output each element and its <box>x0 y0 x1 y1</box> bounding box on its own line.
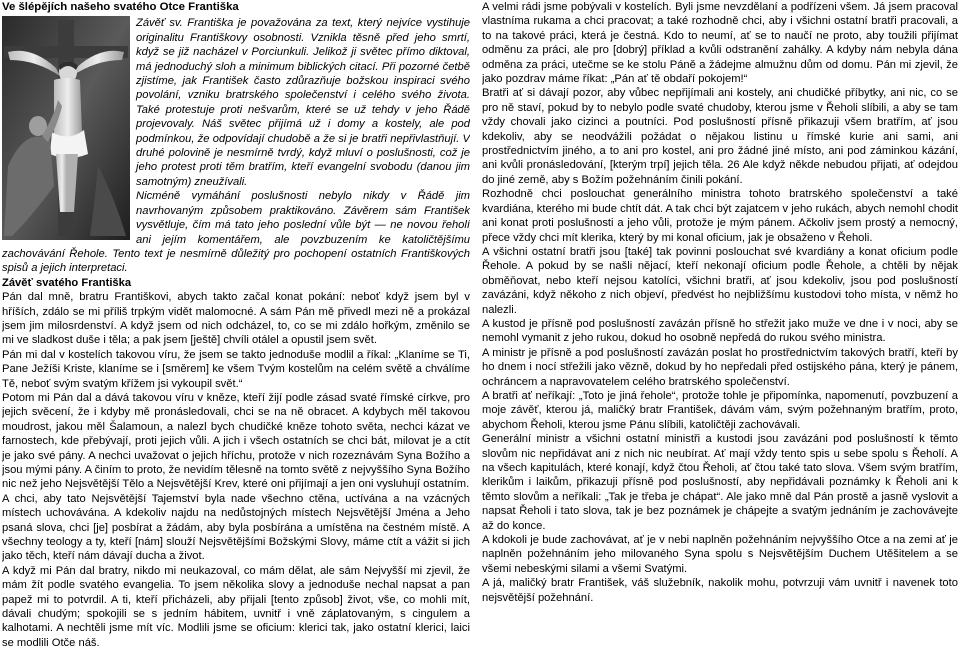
paragraph: A když mi Pán dal bratry, nikdo mi neukazoval, co mám dělat, ale sám Nejvyšší mi zjevil, že mám žít podle svatého evangelia. To jsem několika slovy a jednoduše nechal napsat a pan papež mi to potvrdil. A ti, kteří přicházeli, aby přijali [tento způsob] život, vše, co mohli mít, dávali chudým; spokojili se s jedním hábitem, uvnitř i vně záplatovaným, s cingulem a kalhotami. A nechtěli jsme mít víc. Modlili jsme se oficium: klerici tak, jako ostatní klerici, laici se modlili Otče náš. <box>2 564 470 649</box>
paragraph: A kdokoli je bude zachovávat, ať je v nebi naplněn požehnáním nejvyššího Otce a na zemi ať je naplněn požehnáním jeho milovaného Syna spolu s Nejsvětějším Duchem Utěšitelem a se všemi nebeskými silami a všemi Svatými. <box>482 534 958 575</box>
paragraph: Pán mi dal v kostelích takovou víru, že jsem se takto jednoduše modlil a říkal: „Klaníme se Ti, Pane Ježíši Kriste, klaníme se i [směrem] ke všem Tvým kostelům na celém světě a chválíme Tě, neboť svým svatým křížem jsi vykoupil svět.“ <box>2 348 470 390</box>
paragraph: A já, maličký bratr František, váš služebník, nakolik mohu, potvrzuji vám uvnitř i navenek toto nejsvětější požehnání. <box>482 577 958 604</box>
paragraph: A kustod je přísně pod poslušností zavázán přísně ho střežit jako muže ve dne i v noci, aby se nemohl vymanit z jeho rukou, dokud ho osobně nepředá do rukou svého ministra. <box>482 317 958 345</box>
paragraph: A chci, aby tato Nejsvětější Tajemství byla nade všechno ctěna, uctívána a na vzácných místech uchovávána. A kdekoliv najdu na nedůstojných místech Nejsvětější Jména a Jeho psaná slova, chci [je] posbírat a žádám, aby byla posbírána a umístěna na čestném místě. A všechny teology a ty, kteří [nám] slouží Nejsvětějšími Božskými Slovy, máme ctít a vážit si jich jako těch, kteří nám dávají ducha a život. <box>2 492 470 563</box>
left-column <box>2 0 470 658</box>
page-title: Ve šlépějích našeho svatého Otce Františka <box>2 1 239 13</box>
paragraph: A bratři ať neříkají: „Toto je jiná řehole“, protože tohle je připomínka, napomenutí, povzbuzení a moje závěť, kterou já, maličký bratr František, dávám vám, svým požehnaným bratřím, proto, abychom Řeholi, kterou jsme Pánu slíbili, katoličtěji zachovávali. <box>482 389 958 431</box>
paragraph: A velmi rádi jsme pobývali v kostelích. Byli jsme nevzdělaní a podřízeni všem. Já jsem pracoval vlastníma rukama a chci pracovat; a také rozhodně chci, aby i všichni ostatní bratři pracovali, a to na takové práci, která je čestná. Kdo to neumí, ať se to naučí ne proto, aby toužili přijímat odměnu za práci, ale pro [dobrý] příklad a kvůli odstranění zahálky. A kdyby nám nebyla dána odměna za práci, utečme se ke stolu Páně a žádejme almužnu dům od domu. Pán mi zjevil, že jako pozdrav máme říkat: „Pán ať tě obdaří pokojem!“ <box>482 1 958 86</box>
right-column <box>482 0 958 658</box>
crucifix-image <box>2 16 130 240</box>
paragraph: Bratři ať si dávají pozor, aby vůbec nepřijímali ani kostely, ani chudičké příbytky, ani nic, co se pro ně staví, pokud by to nebylo podle svaté chudoby, kterou jsme v Řeholi slíbili, a aby se tam vždy chovali jako cizinci a poutníci. Pod poslušností přísně přikazuji všem bratřím, ať jsou kdekoliv, aby se neodvážili požádat o nějakou listinu u římské kurie ani sami, ani prostřednictvím jiného, a to ani pro kostel, ani pro žádné jiné místo, ani pod záminkou kázání, ani kvůli pronásledování, [kterým trpí] jejich těla. 26 Ale když někde nebudou přijati, ať odejdou do jiné země, aby s Božím požehnáním činili pokání. <box>482 87 958 186</box>
paragraph: A ministr je přísně a pod poslušností zavázán poslat ho prostřednictvím takových bratří, kteří by ho dnem i nocí střežili jako vězně, dokud by ho nepředali před ostijského pána, který je pánem, ochráncem a napravovatelem celého bratrského společenství. <box>482 346 958 388</box>
section-heading: Závěť svatého Františka <box>2 276 132 289</box>
paragraph: Generální ministr a všichni ostatní ministři a kustodi jsou zavázáni pod poslušností k těmto slovům nic nepřidávat ani z nich nic neubírat. Ať mají vždy tento spis u sebe spolu s Řeholí. A na všech kapitulách, které konají, když čtou Řeholi, ať čtou také tato slova. Všem svým bratřím, klerikům i laikům, přikazuji přísně pod poslušností, aby nepřidávali poznámky k Řeholi ani k těmto slovům a neříkali: „Tak je třeba je chápat“. Ale jako mně dal Pán prostě a jasně vyslovit a napsat Řeholi i tato slova, tak je bez poznámek je chápejte a svatým jednáním je zachovávejte až do konce. <box>482 433 958 532</box>
paragraph: A všichni ostatní bratři jsou [také] tak povinni poslouchat své kvardiány a konat oficium podle Řehole. A pokud by se našli nějací, kteří nekonají oficium podle Řehole, a chtěli by nějak obměňovat, nebo kteří nejsou katolíci, všichni bratři, ať jsou kdekoliv, jsou pod poslušností zavázáni, když někoho z nich objeví, předvést ho nejbližšímu kustodovi toho místa, v němž ho nalezli. <box>482 245 958 316</box>
paragraph: Potom mi Pán dal a dává takovou víru v kněze, kteří žijí podle zásad svaté římské církve, pro jejich svěcení, že i kdyby mě pronásledovali, chci se na ně obracet. A kdybych měl takovou moudrost, jakou měl Šalamoun, a nalezl bych chudičké kněze tohoto světa, nechci kázat ve farnostech, kde přebývají, proti jejich vůli. A jich i všech ostatních se chci bát, milovat je a ctít je jako své pány. A nechci uvažovat o jejich hříchu, protože v nich rozeznávám Syna Božího a jsou mými pány. A činím to proto, že nevidím tělesně na tomto světě z nejvyššího Syna Božího nic než jeho Nejsvětější Tělo a Nejsvětější Krev, které oni přijímají a jen oni vysluhují ostatním. <box>2 391 470 491</box>
crucifix-icon <box>2 16 130 240</box>
intro-text: Závěť sv. Františka je považována za text, který nejvíce vystihuje originalitu Františkovy osobnosti. Vznikla těsně před jeho smrtí, když se již nacházel v Porciunkuli. Jelikož ji světec přímo diktoval, má jednoduchý sloh a minimum biblických citací. Při pozorné četbě zjistíme, jak František často zdůrazňuje božskou inspiraci svého povolání, vzniku bratrského společenství i celého svého života. Také protestuje proti nešvarům, které se už tehdy v jeho Řádě projevovaly. Náš světec přijímá už i domy a kostely, ale pod podmínkou, že odpovídají chudobě a že si je bratři nepřivlastňují. V druhé polovině je nesmírně tvrdý, když mluví o poslušnosti, což je jeho protest proti těm bratřím, kteří evangelní svobodu (danou jim samotným) zneužívali. <box>136 17 470 188</box>
paragraph: Rozhodně chci poslouchat generálního ministra tohoto bratrského společenství a také kvardiána, kterého mi bude chtít dát. A tak chci být zajatcem v jeho rukách, abych nemohl chodit ani konat proti poslušnosti a jeho vůli, protože je mým pánem. Ačkoliv jsem prostý a nemocný, přece vždy chci mít klerika, který by mi konal oficium, jak je obsaženo v Řeholi. <box>482 188 958 244</box>
intro-text-continued: Nicméně vymáhání poslušnosti nebylo nikdy v Řádě jim navrhovaným způsobem praktikováno. Závěrem sám František vysvětluje, čím má tato jeho poslední vůle být — ne novou řeholí ani jejím komentářem, ale povzbuzením ke katoličtějšímu zachovávání Řehole. Tento text je nesmírně důležitý pro pochopení ostatních Františkových spisů a jejich interpretaci. <box>2 190 470 275</box>
paragraph: Pán dal mně, bratru Františkovi, abych takto začal konat pokání: neboť když jsem byl v hříších, zdálo se mi příliš trpkým vidět malomocné. A sám Pán mě přivedl mezi ně a prokázal jsem jim milosrdenství. A když jsem od nich odcházel, to, co se mi zdálo hořkým, změnilo se mi ve sladkost duše i těla; a pak jsem [ještě] chvíli otálel a opustil jsem svět. <box>2 291 470 347</box>
